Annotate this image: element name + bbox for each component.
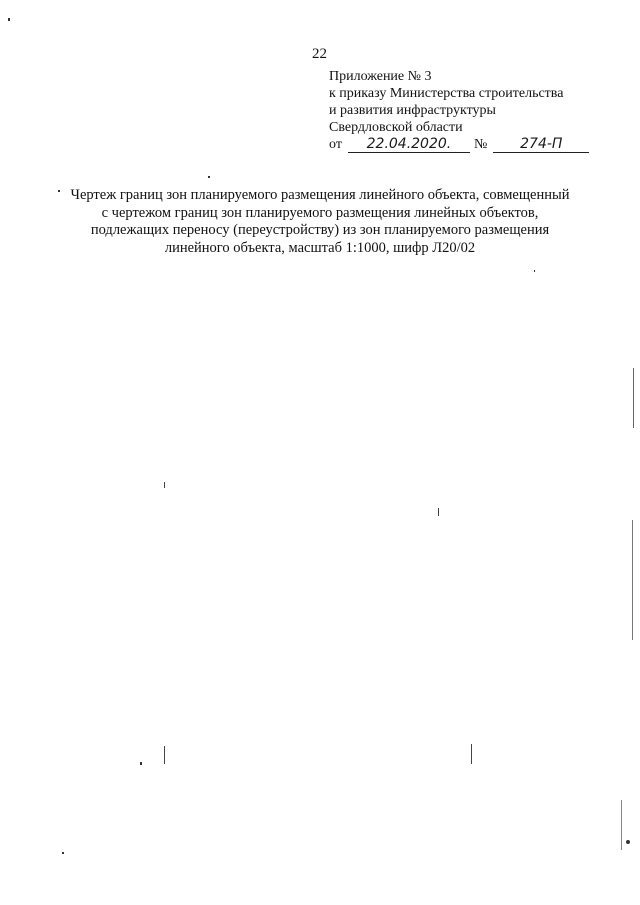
- annex-order-line-1: к приказу Министерства строительства: [329, 86, 564, 101]
- handwritten-order-number: 274-П: [493, 137, 589, 153]
- scan-edge: [621, 800, 622, 850]
- annex-order-line-3: Свердловской области: [329, 120, 463, 135]
- scan-mark: [164, 746, 165, 764]
- page-number: 22: [312, 46, 327, 62]
- annex-order-line-2: и развития инфраструктуры: [329, 103, 496, 118]
- scan-mark: [164, 482, 165, 488]
- title-line-1: Чертеж границ зон планируемого размещения линейного объекта, совмещенный: [70, 187, 570, 203]
- scan-mark: [471, 744, 472, 764]
- scan-edge: [633, 368, 634, 428]
- annex-header: [329, 68, 589, 153]
- scan-mark: [438, 508, 439, 516]
- annex-title: Приложение № 3: [329, 69, 432, 84]
- title-line-4: линейного объекта, масштаб 1:1000, шифр Л20/02: [164, 239, 476, 256]
- title-line-3: подлежащих переносу (переустройству) из зон планируемого размещения: [90, 222, 550, 238]
- handwritten-date: 22.04.2020.: [348, 137, 470, 153]
- title-line-2: с чертежом границ зон планируемого размещения линейных объектов,: [101, 204, 539, 221]
- scan-edge: [632, 520, 633, 640]
- scan-speck: [8, 18, 10, 21]
- scan-speck: [62, 852, 64, 854]
- scan-speck: [208, 176, 210, 178]
- document-title: [40, 187, 600, 257]
- scan-speck: [140, 762, 142, 765]
- scan-speck: [626, 840, 630, 844]
- annex-date-number-line: [329, 136, 589, 153]
- scan-speck: [58, 190, 60, 192]
- date-prefix: от: [329, 137, 342, 152]
- scan-speck: [534, 270, 535, 272]
- number-sign: №: [473, 137, 488, 152]
